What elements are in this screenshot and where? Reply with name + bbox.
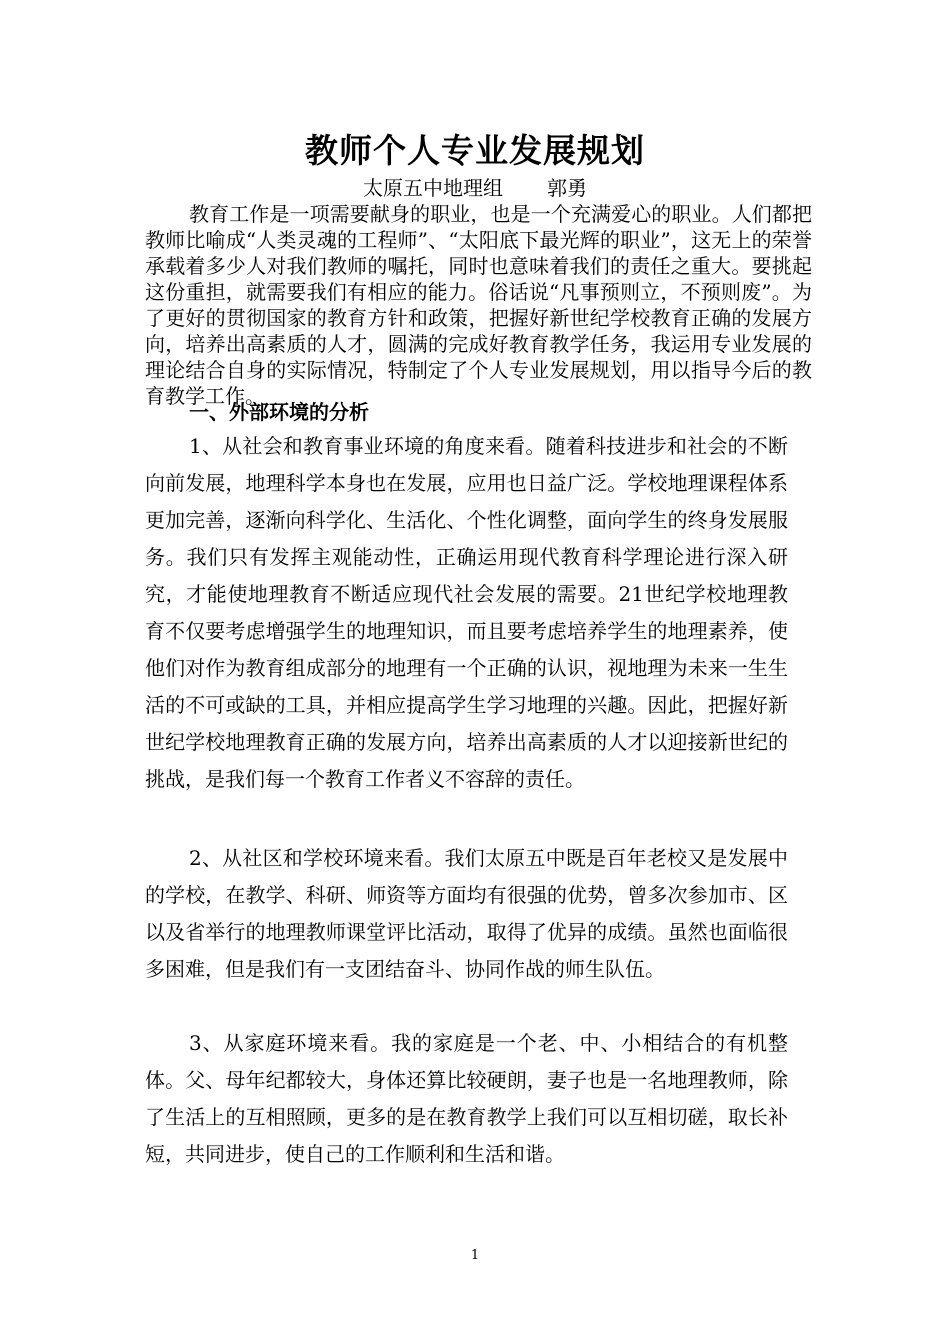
author-name: 郭勇 bbox=[547, 176, 587, 200]
document-title: 教师个人专业发展规划 bbox=[305, 131, 645, 170]
body-paragraph-1: 1、从社会和教育事业环境的角度来看。随着科技进步和社会的不断向前发展，地理科学本身也在发展，应用也日益广泛。学校地理课程体系更加完善，逐渐向科学化、生活化、个性化调整，面向学生的终身发展服务。我们只有发挥主观能动性，正确运用现代教育科学理论进行深入研究，才能使地理教育不断适应现代社会发展的需要。21世纪学校地理教育不仅要考虑增强学生的地理知识，而且要考虑培养学生的地理素养，使他们对作为教育组成部分的地理有一个正确的认识，视地理为未来一生生活的不可或缺的工具，并相应提高学生学习地理的兴趣。因此，把握好新世纪学校地理教育正确的发展方向，培养出高素质的人才以迎接新世纪的挑战，是我们每一个教育工作者义不容辞的责任。 bbox=[145, 434, 788, 791]
section-heading: 一、外部环境的分析 bbox=[189, 400, 369, 424]
intro-paragraph: 教育工作是一项需要献身的职业，也是一个充满爱心的职业。人们都把教师比喻成“人类灵魂的工程师”、“太阳底下最光辉的职业”，这无上的荣誉承载着多少人对我们教师的嘱托，同时也意味着我们的责任之重大。要挑起这份重担，就需要我们有相应的能力。俗话说“凡事预则立，不预则废”。为了更好的贯彻国家的教育方针和政策，把握好新世纪学校教育正确的发展方向，培养出高素质的人才，圆满的完成好教育教学任务，我运用专业发展的理论结合自身的实际情况，特制定了个人专业发展规划，用以指导今后的教育教学工作。 bbox=[145, 202, 812, 408]
body-paragraph-2: 2、从社区和学校环境来看。我们太原五中既是百年老校又是发展中的学校，在教学、科研、师资等方面均有很强的优势，曾多次参加市、区以及省举行的地理教师课堂评比活动，取得了优异的成绩。虽然也面临很多困难，但是我们有一支团结奋斗、协同作战的师生队伍。 bbox=[145, 846, 788, 981]
author-group: 太原五中地理组 bbox=[363, 176, 503, 200]
page-number: 1 bbox=[470, 1248, 480, 1263]
author-line bbox=[0, 176, 950, 200]
body-paragraph-3: 3、从家庭环境来看。我的家庭是一个老、中、小相结合的有机整体。父、母年纪都较大，身体还算比较硬朗，妻子也是一名地理教师，除了生活上的互相照顾，更多的是在教育教学上我们可以互相切磋，取长补短，共同进步，使自己的工作顺利和生活和谐。 bbox=[145, 1031, 788, 1166]
